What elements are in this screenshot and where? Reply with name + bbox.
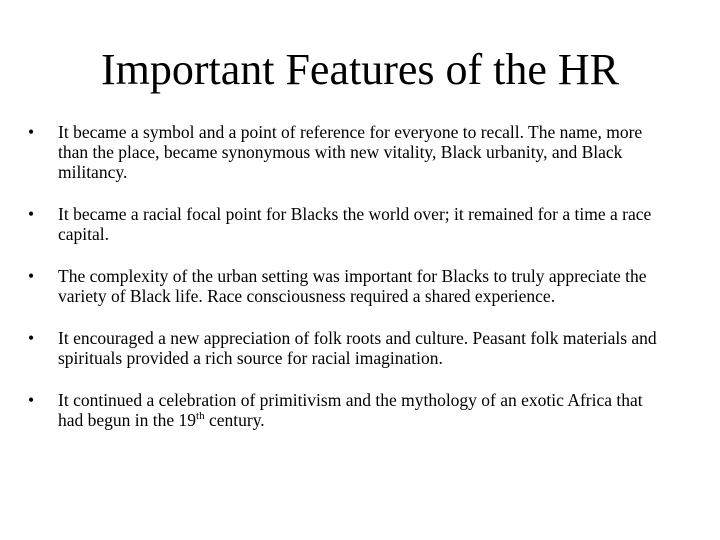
bullet-text xyxy=(58,390,643,430)
bullet-text: The complexity of the urban setting was important for Blacks to truly appreciate the variety of Black life. Race consciousness required a shared experience. xyxy=(58,266,647,306)
bullet-item xyxy=(28,390,658,430)
bullet-item xyxy=(28,266,658,306)
ordinal-superscript: th xyxy=(196,410,205,422)
bullet-dot-icon: • xyxy=(28,390,35,410)
bullet-item xyxy=(28,122,658,182)
bullet-dot-icon: • xyxy=(28,204,35,224)
bullet-text: It encouraged a new appreciation of folk roots and culture. Peasant folk materials and spirituals provided a rich source for racial imagination. xyxy=(58,328,657,368)
bullet-text-after: century. xyxy=(204,410,265,430)
bullet-text-before: It continued a celebration of primitivism and the mythology of an exotic Africa that had begun in the 19 xyxy=(58,390,643,430)
bullet-item xyxy=(28,328,658,368)
bullet-dot-icon: • xyxy=(28,266,35,286)
bullet-dot-icon: • xyxy=(28,122,35,142)
bullet-item xyxy=(28,204,658,244)
bullet-dot-icon: • xyxy=(28,328,35,348)
slide-title: Important Features of the HR xyxy=(100,45,620,94)
bullet-text: It became a racial focal point for Blacks the world over; it remained for a time a race capital. xyxy=(58,204,652,244)
bullet-text: It became a symbol and a point of reference for everyone to recall. The name, more than the place, became synonymous with new vitality, Black urbanity, and Black militancy. xyxy=(58,122,643,182)
bullet-list xyxy=(28,122,658,430)
